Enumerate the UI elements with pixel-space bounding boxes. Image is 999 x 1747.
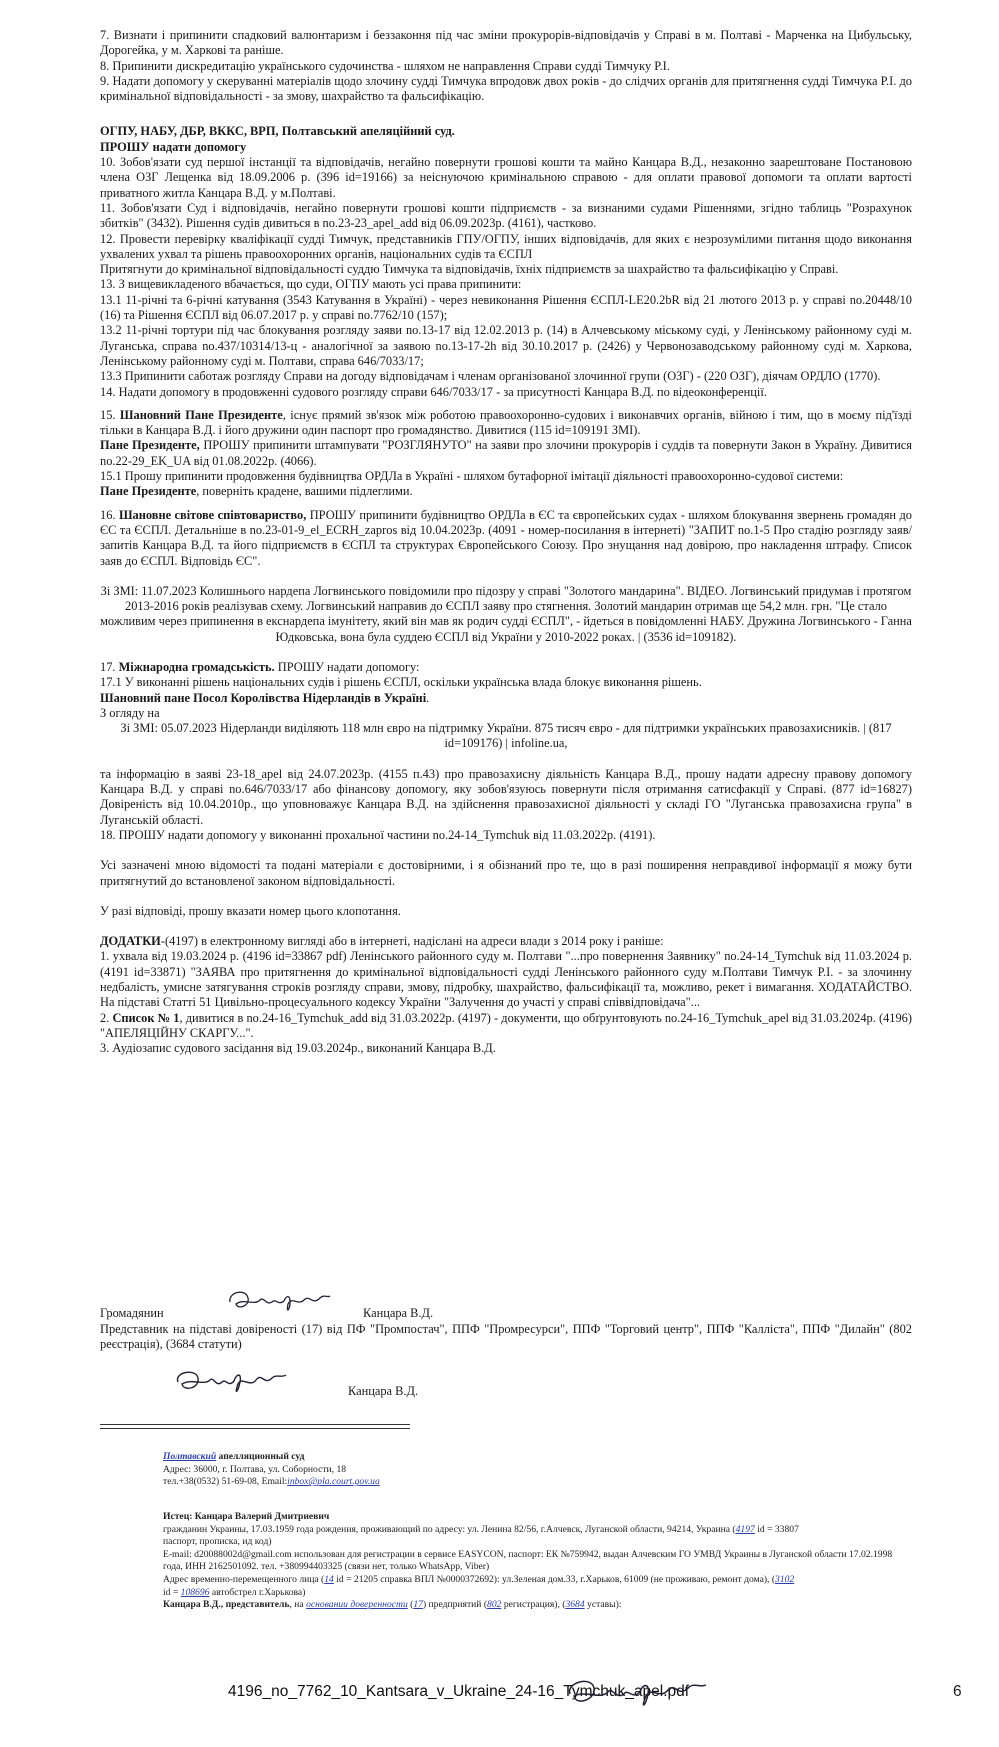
paragraph-15-1: 15.1 Прошу припинити продовження будівництва ОРДЛа в Україні - шляхом бутафорної імітації діяльності правоохоронно-судової системи: bbox=[100, 469, 844, 484]
plaintiff-line-4: Адрес временно-перемещенного лица (14 id = 21205 справка ВПЛ №0000372692): ул.Зеленая дом.33, г.Харьков, 61009 (не проживаю, ремонт дома), (3102 bbox=[163, 1573, 795, 1585]
attachments-heading: ДОДАТКИ-(4197) в електронному вигляді або в інтернеті, надіслані на адреси влади з 2014 року і раніше: bbox=[100, 934, 664, 949]
declaration-paragraph: Усі зазначені мною відомості та подані матеріали є достовірними, і я обізнаний про те, що в разі поширення неправдивої інформації я можу бути притягнутий до встановленої законом відповідальності. bbox=[100, 858, 912, 888]
plaintiff-line-3: E-mail: d20088002d@gmail.com использован для регистрации в сервисе EASYCON, паспорт: ЕК №759942, выдан Алчевским ГО УМВД Украины в Луганской области 17.02.1998 года, ИНН 2162501092. тел. +380994403325 (связи нет, только WhatsApp, Viber) bbox=[163, 1548, 893, 1573]
paragraph-10: 10. Зобов'язати суд першої інстанції та відповідачів, негайно повернути грошові кошти та майно Канцара В.Д., незаконно заарештоване Постановою члена ОЗГ Лещенка від 18.09.2006 р. (396 id=19166) за неіснуючою кримінальною справою - для оплати правової допомоги та оплати вартості приватного житла Канцара В.Д. у м.Полтаві. bbox=[100, 155, 912, 200]
paragraph-17: 17. Міжнародна громадськість. ПРОШУ надати допомогу: bbox=[100, 659, 420, 674]
paragraph-17-1: 17.1 У виконанні рішень національних судів і рішень ЄСПЛ, оскільки українська влада блокує виконання рішень. bbox=[100, 675, 702, 690]
plaintiff-line-5: id = 108696 автобстрел г.Харькова) bbox=[163, 1586, 306, 1598]
court-address: Адрес: 36000, г. Полтава, ул. Соборности, 18 bbox=[163, 1463, 347, 1475]
paragraph-13-2: 13.2 11-річні тортури під час блокування розгляду заяви no.13-17 від 12.02.2013 р. (14) в Алчевському міському суді, у Ленінському районному суді м. Луганська, справа no.437/10314/13-ц - аналогічної за заявою no.13-17-2h від 30.10.2017 р. (2426) у Червонозаводському районному суді м. Харкова, Ленінському районному суді м. Полтави, справа 646/7033/17; bbox=[100, 323, 912, 368]
media-quote-2: Зі ЗМІ: 05.07.2023 Нідерланди виділяють 118 млн євро на підтримку України. 875 тисяч євро - для підтримки українських правозахисників. | (817 id=109176) | infoline.ua, bbox=[120, 721, 892, 751]
court-name: Полтавский апелляционный суд bbox=[163, 1451, 305, 1462]
citizen-label: Громадянин bbox=[100, 1306, 164, 1320]
ref-link-802[interactable]: 802 bbox=[487, 1599, 502, 1611]
paragraph-request-aid: та інформацію в заяві 23-18_apel від 24.07.2023р. (4155 п.43) про правозахисну діяльність Канцара В.Д., прошу надати адресну правову допомогу Канцара В.Д. у справі no.646/7033/17 або фінансову допомогу, яку зобов'язуюсь повернути після отримання сатисфакції у Справі. (877 id=16827) Довіреність від 10.04.2010р., що уповноважує Канцара В.Д. на здійснення правозахисної діяльності у складі ГО "Луганська правозахисна група" в Луганській області. bbox=[100, 766, 912, 827]
power-of-attorney-link[interactable]: основании доверенности bbox=[306, 1599, 408, 1611]
representative-line: Канцара В.Д., представитель, на основании доверенности (17) предприятий (802 регистрация), (3684 уставы): bbox=[163, 1599, 622, 1611]
paragraph-8: 8. Припинити дискредитацію українського судочинства - шляхом не направлення Справи судді Тимчуку Р.І. bbox=[100, 58, 670, 73]
paragraph-13-1: 13.1 11-річні та 6-річні катування (3543 Катування в Україні) - через невиконання Рішення ЄСПЛ-LE20.2bR від 21 лютого 2013 р. у справі no.20448/10 (16) та Рішення ЄСПЛ від 06.07.2017 р. у справі no.7762/10 (157); bbox=[100, 292, 912, 323]
attachment-2: 2. Список № 1, дивитися в no.24-16_Tymchuk_add від 31.03.2022р. (4197) - документи, що обґрунтовують no.24-16_Tymchuk_apel від 31.03.2024р. (4196) "АПЕЛЯЦІЙНУ СКАРГУ...". bbox=[100, 1010, 912, 1040]
paragraph-11: 11. Зобов'язати Суд і відповідачів, негайно повернути грошові кошти підприємств - за визнаними судами Рішеннями, згідно таблиць "Розрахунок збитків" (3432). Рішення судів дивиться в no.23-23_apel_add від 06.09.2023р. (4161), частково. bbox=[100, 200, 912, 231]
court-address-block bbox=[163, 1451, 913, 1489]
plaintiff-block bbox=[163, 1511, 913, 1612]
page-number: 6 bbox=[953, 1683, 962, 1700]
plaintiff-name: Истец: Канцара Валерий Дмитриевич bbox=[163, 1511, 330, 1522]
attachment-1: 1. ухвала від 19.03.2024 р. (4196 id=33867 pdf) Ленінського районного суду м. Полтави "...про повернення Заявнику" no.24-14_Tymchuk від 11.03.2024 р. (4191 id=33871) "ЗАЯВА про притягнення до кримінальної відповідальності судді Ленінського районного суду м.Полтави Тимчук Р.І. - за злочинну недбалість, умисне затягування строків розгляду справи, змову, підробку, шахрайство, фальсифікації та, можливо, рекет і вимагання. ХОДАТАЙСТВО. На підставі Статті 51 Цивільно-процесуального кодексу України "Залучення до участі у справі співвідповідача"... bbox=[100, 949, 912, 1010]
signature-image bbox=[224, 1284, 334, 1318]
paragraph-13-3: 13.3 Припинити саботаж розгляду Справи на догоду відповідачам і членам організованої злочинної групи (ОЗГ) - (220 ОЗГ), діячам ОРДЛО (1770). bbox=[100, 369, 881, 384]
plaintiff-line-2: паспорт, прописка, ид код) bbox=[163, 1536, 272, 1548]
ref-link-14[interactable]: 14 bbox=[324, 1573, 334, 1585]
plaintiff-line-1: гражданин Украины, 17.03.1959 года рождения, проживающий по адресу: ул. Ленина 82/56, г.Алчевск, Луганской области, 94214, Украина (4197 id = 33807 bbox=[163, 1523, 799, 1535]
paragraph-15-return: Пане Президенте, поверніть крадене, вашими підлеглими. bbox=[100, 484, 413, 499]
paragraph-9: 9. Надати допомогу у скеруванні матеріалів щодо злочину судді Тимчука впродовж двох років - до слідчих органів для притягнення судді Тимчука Р.І. до кримінальної відповідальності - за змову, шахрайство та фальсифікацію. bbox=[100, 73, 912, 104]
footer-signature bbox=[560, 1670, 710, 1716]
ref-link-3102[interactable]: 3102 bbox=[775, 1573, 795, 1585]
paragraph-12-cont: Притягнути до кримінальної відповідальності суддю Тимчука та відповідачів, їхніх підприємств за шахрайство та фальсифікацію у Справі. bbox=[100, 262, 839, 277]
attachment-3: 3. Аудіозапис судового засідання від 19.03.2024р., виконаний Канцара В.Д. bbox=[100, 1041, 496, 1056]
court-city-link[interactable]: Полтавский bbox=[163, 1451, 217, 1462]
paragraph-14: 14. Надати допомогу в продовженні судового розгляду справи 646/7033/17 - за присутності Канцара В.Д. по відеоконференції. bbox=[100, 384, 767, 399]
paragraph-12: 12. Провести перевірку кваліфікації судді Тимчук, представників ГПУ/ОГПУ, інших відповідачів, для яких є незрозумілими питання щодо виконання ухвалених ухвал та рішень правоохоронних органів, національних судів та ЄСПЛ bbox=[100, 231, 912, 261]
media-quote-1: Зі ЗМІ: 11.07.2023 Колишнього нардепа Логвинського повідомили про підозру у справі "Золотого мандарина". ВІДЕО. Логвинський придумав і протягом 2013-2016 років реалізував схему. Логвинський направив до ЄСПЛ заяву про стягнення. Золотий мандарин отримав ще 54,2 млн. грн. "Це стало можливим через припинення в екснардепа імунітету, який він мав як родич судді ЄСПЛ", - йдеться в повідомленні НАБУ. Дружина Логвинського - Ганна Юдковська, вона була суддею ЄСПЛ від України у 2010-2022 роках. | (3536 id=109182). bbox=[100, 583, 912, 644]
ambassador-address: Шановний пане Посол Королівства Нідерландів в Україні. bbox=[100, 690, 430, 705]
representative-paragraph: Представник на підставі довіреності (17) від ПФ "Промпостач", ППФ "Промресурси", ППФ "Торговий центр", ППФ "Калліста", ППФ "Дилайн" (802 реєстрація), (3684 статути) bbox=[100, 1322, 912, 1352]
representative-name: Канцара В.Д. bbox=[348, 1384, 419, 1398]
ref-link-17[interactable]: 17 bbox=[413, 1599, 423, 1611]
ref-link-3684[interactable]: 3684 bbox=[565, 1599, 585, 1611]
separator-line-2 bbox=[100, 1428, 410, 1429]
paragraph-7: 7. Визнати і припинити спадковий валюнтаризм і беззаконня під час зміни прокурорів-відповідачів у Справі в м. Полтаві - Марченка на Цибульську, Дорогейка, у м. Харкові та раніше. bbox=[100, 28, 912, 58]
document-body bbox=[100, 28, 912, 1057]
addressees-heading: ОГПУ, НАБУ, ДБР, ВККС, ВРП, Полтавський апеляційний суд. bbox=[100, 124, 455, 139]
court-contacts: тел.+38(0532) 51-69-08, Email:inbox@pla.court.gov.ua bbox=[163, 1476, 380, 1488]
separator-line bbox=[100, 1424, 410, 1425]
request-heading: ПРОШУ надати допомогу bbox=[100, 139, 247, 154]
ref-link-4197[interactable]: 4197 bbox=[735, 1523, 755, 1535]
paragraph-16: 16. Шановне світове співтовариство, ПРОШУ припинити будівництво ОРДЛа в ЄС та європейських судах - шляхом блокування звернень громадян до ЄС та ЄСПЛ. Детальніше в no.23-01-9_el_ECRH_zapros від 10.04.2023р. (4091 - номер-посилання в інтернеті) "ЗАПИТ no.1-5 Про стадію розгляду заяв/запитів Канцара В.Д. та його підприємств в ЄСПЛ та структурах Європейського Союзу. Про знущання над довірою, про накладення штрафу. Список заяв до ЄСПЛ. Відповідь ЄС". bbox=[100, 507, 912, 568]
paragraph-15: 15. Шановний Пане Президенте, існує прямий зв'язок між роботою правоохоронно-судових і виконавчих органів, війною і тим, що в моєму під'їзді тільки в Канцара В.Д. і його дружини один паспорт про громадянство. Дивитися (115 id=109191 ЗМІ). bbox=[100, 407, 912, 438]
signature-image-2 bbox=[170, 1362, 290, 1402]
footer-filename: 4196_no_7762_10_Kantsara_v_Ukraine_24-16_Tymchuk_apel.pdf bbox=[228, 1683, 690, 1700]
reply-request: У разі відповіді, прошу вказати номер цього клопотання. bbox=[100, 903, 401, 918]
paragraph-18: 18. ПРОШУ надати допомогу у виконанні прохальної частини no.24-14_Tymchuk від 11.03.2022р. (4191). bbox=[100, 827, 656, 842]
ref-link-108696[interactable]: 108696 bbox=[180, 1586, 210, 1598]
citizen-name: Канцара В.Д. bbox=[363, 1306, 434, 1320]
paragraph-13: 13. З вищевикладеного вбачається, що суди, ОГПУ мають усі права припинити: bbox=[100, 277, 522, 292]
paragraph-given: З огляду на bbox=[100, 705, 160, 720]
court-email-link[interactable]: inbox@pla.court.gov.ua bbox=[287, 1476, 380, 1488]
paragraph-15-president: Пане Президенте, ПРОШУ припинити штампувати "РОЗГЛЯНУТО" на заяви про злочини прокурорів і суддів та повернути Закон в Україну. Дивитися no.22-29_EK_UA від 01.08.2022р. (4066). bbox=[100, 438, 912, 468]
